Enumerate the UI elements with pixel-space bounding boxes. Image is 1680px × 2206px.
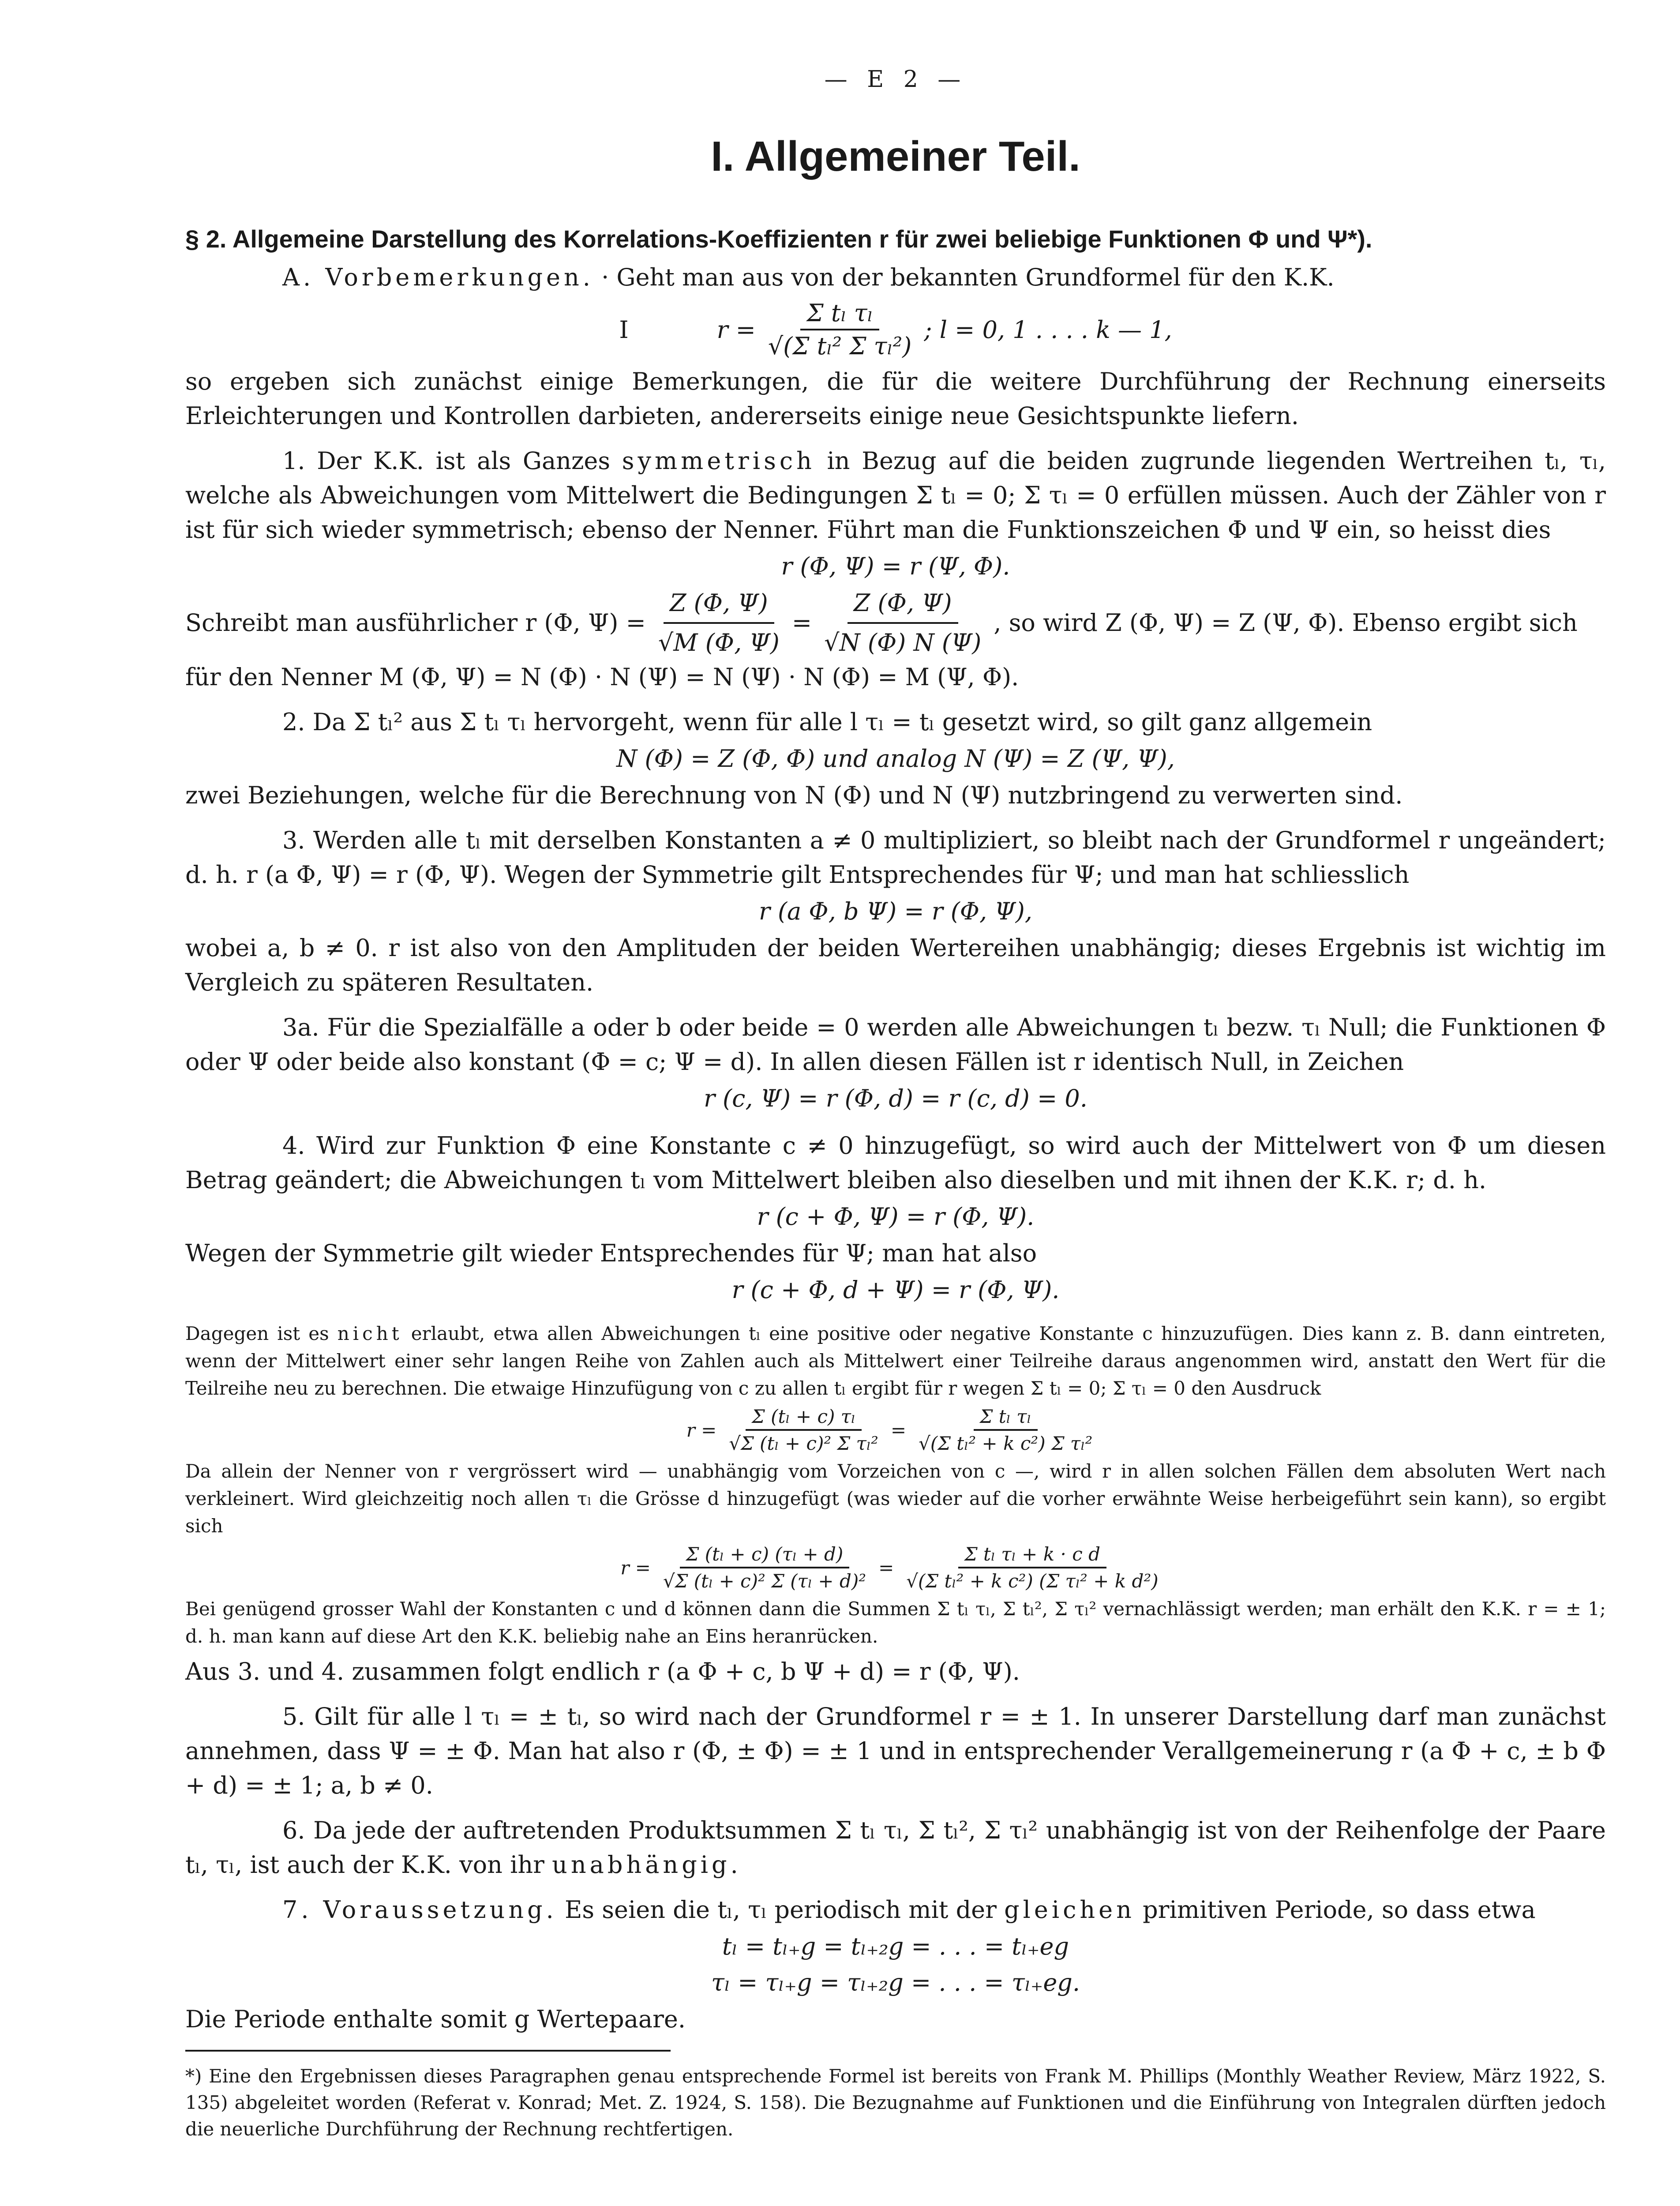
small-equation-1: r = $\frac{\text{Σ (tₗ + c) τₗ}}{\text{√Σ (tₗ + c)² Σ τₗ²}}$ = $\frac{\text{Σ tₗ τₗ}}{\text{√(Σ tₗ² + k c²) Σ τₗ²}}$ xyxy=(185,1406,1606,1454)
small-a2: erlaubt, etwa allen Abweichungen tₗ eine positive oder negative Konstante c hinzuzufügen. Dies kann z. B. dann eintreten, wenn der Mittelwert einer sehr langen Reihe von Zahlen auch als Mittelwert einer Teilreihe daraus angenommen wird, anstatt den Wert für die Teilreihe neu zu berechnen. Die etwaige Hinzufügung von c zu allen tₗ ergibt für r wegen Σ tₗ = 0; Σ τₗ = 0 den Ausdruck xyxy=(185,1323,1606,1399)
small-e1-frac-1 xyxy=(723,1406,885,1454)
p1-frac-2-num: Z (Φ, Ψ) xyxy=(848,586,958,624)
p1-c-pre: Schreibt man ausführlicher r (Φ, Ψ) = xyxy=(185,609,646,637)
small-e2-lhs: r = xyxy=(620,1557,651,1579)
p1-fraction-line: Schreibt man ausführlicher r (Φ, Ψ) = $\frac{Z (\Phi, \Psi)}{√M (\Phi, \Psi)}$ = $\frac{Z (\Phi, \Psi)}{√N (\Phi) N (\Psi)}$ , so wird Z (Φ, Ψ) = Z (Ψ, Φ). Ebenso ergibt sich xyxy=(185,586,1606,660)
formula-I-denominator: √(Σ tₗ² Σ τₗ²) xyxy=(768,332,912,360)
p4-equation-2: r (c + Φ, d + Ψ) = r (Φ, Ψ). xyxy=(731,1276,1060,1304)
p6-unabhaengig: unabhängig xyxy=(552,1851,731,1879)
p1-equation: r (Φ, Ψ) = r (Ψ, Φ). xyxy=(781,552,1010,580)
small-equation-2: r = $\frac{\text{Σ (tₗ + c) (τₗ + d)}}{\text{√Σ (tₗ + c)² Σ (τₗ + d)²}}$ = $\frac{\text{Σ tₗ τₗ + k · c d}}{\text{√(Σ tₗ² + k c²) (Σ τₗ² + k d²)}}$ xyxy=(185,1543,1606,1592)
small-e1-frac-2 xyxy=(912,1406,1099,1454)
p4-b: Wegen der Symmetrie gilt wieder Entsprechendes für Ψ; man hat also xyxy=(185,1239,1037,1267)
small-e2-frac-1 xyxy=(657,1543,872,1592)
p1-frac-2 xyxy=(818,586,987,660)
formula-I xyxy=(185,299,1606,360)
section-title: I. Allgemeiner Teil. xyxy=(711,133,1080,180)
paragraph-7 xyxy=(185,1893,1606,1927)
p2-equation: N (Φ) = Z (Φ, Φ) und analog N (Ψ) = Z (Ψ, Ψ), xyxy=(616,745,1175,773)
small-e2-f1-den: √Σ (tₗ + c)² Σ (τₗ + d)² xyxy=(663,1570,866,1592)
small-e2-frac-2 xyxy=(900,1543,1164,1592)
p1-frac-1-num: Z (Φ, Ψ) xyxy=(664,586,774,624)
paragraph-3a: 3a. Für die Spezialfälle a oder b oder beide = 0 werden alle Abweichungen tₗ bezw. τₗ Null; die Funktionen Φ oder Ψ oder beide also konstant (Φ = c; Ψ = d). In allen diesen Fällen ist r identisch Null, in Zeichen xyxy=(185,1013,1606,1076)
small-e2-f2-num: Σ tₗ τₗ + k · c d xyxy=(958,1543,1106,1568)
intro-paragraph xyxy=(185,260,1606,295)
small-paragraph-2: Da allein der Nenner von r vergrössert wird — unabhängig vom Vorzeichen von c —, wird r in allen solchen Fällen dem absoluten Wert nach verkleinert. Wird gleichzeitig noch allen τₗ die Grösse d hinzugefügt (was wieder auf die vorher erwähnte Weise herbeigeführt sein kann), so ergibt sich xyxy=(185,1460,1606,1537)
p7-a: Es seien die tₗ, τₗ periodisch mit der xyxy=(557,1896,1005,1924)
paragraph-3-4: Aus 3. und 4. zusammen folgt endlich r (a Φ + c, b Ψ + d) = r (Φ, Ψ). xyxy=(185,1658,1020,1685)
small-paragraph-1 xyxy=(185,1320,1606,1402)
p6-b: . xyxy=(730,1851,738,1879)
small-paragraph-3: Bei genügend grosser Wahl der Konstanten c und d können dann die Summen Σ tₗ τₗ, Σ tₗ², Σ τₗ² vernachlässigt werden; man erhält den K.K. r = ± 1; d. h. man kann auf diese Art den K.K. beliebig nahe an Eins heranrücken. xyxy=(185,1598,1606,1647)
small-a1: Dagegen ist es xyxy=(185,1323,338,1344)
small-e2-f2-den: √(Σ tₗ² + k c²) (Σ τₗ² + k d²) xyxy=(906,1570,1159,1592)
p7-b: primitiven Periode, so dass etwa xyxy=(1135,1896,1536,1924)
p7-c: Die Periode enthalte somit g Wertepaare. xyxy=(185,2005,686,2033)
small-e1-f2-den: √(Σ tₗ² + k c²) Σ τₗ² xyxy=(919,1433,1093,1454)
p7-label: 7. Voraussetzung. xyxy=(282,1896,557,1924)
p1-symmetrisch: symmetrisch xyxy=(622,447,815,475)
intro-label: A. Vorbemerkungen. xyxy=(282,263,594,291)
small-e1-f1-den: √Σ (tₗ + c)² Σ τₗ² xyxy=(729,1433,878,1454)
p3-b: wobei a, b ≠ 0. r ist also von den Amplituden der beiden Wertereihen unabhängig; dieses Ergebnis ist wichtig im Vergleich zu späteren Resultaten. xyxy=(185,934,1606,996)
p4-equation-1: r (c + Φ, Ψ) = r (Φ, Ψ). xyxy=(757,1203,1035,1231)
small-e1-f1-num: Σ (tₗ + c) τₗ xyxy=(746,1406,862,1431)
formula-I-numerator: Σ tₗ τₗ xyxy=(800,299,879,330)
p1-frac-1-den: √M (Φ, Ψ) xyxy=(658,629,780,657)
p3a-equation: r (c, Ψ) = r (Φ, d) = r (c, d) = 0. xyxy=(704,1084,1088,1112)
p1-b: in Bezug auf die beiden zugrunde liegenden Wertreihen tₗ, τₗ, welche als Abweichungen vom Mittelwert die Bedingungen Σ tₗ = 0; Σ τₗ = 0 erfüllen müssen. Auch der Zähler von r ist für sich wieder symmetrisch; ebenso der Nenner. Führt man die Funktionszeichen Φ und Ψ ein, so heisst dies xyxy=(185,447,1606,544)
p7-gleichen: gleichen xyxy=(1004,1896,1135,1924)
p1-c-post: , so wird Z (Φ, Ψ) = Z (Ψ, Φ). Ebenso ergibt sich xyxy=(994,609,1578,637)
footnote: *) Eine den Ergebnissen dieses Paragraphen genau entsprechende Formel ist bereits von Frank M. Phillips (Monthly Weather Review, März 1922, S. 135) abgeleitet worden (Referat v. Konrad; Met. Z. 1924, S. 158). Die Bezugnahme auf Funktionen und die Einführung von Integralen dürften jedoch die neuerliche Durchführung der Rechnung rechtfertigen. xyxy=(185,2065,1606,2140)
p1-frac-2-den: √N (Φ) N (Ψ) xyxy=(824,629,982,657)
p2-b: zwei Beziehungen, welche für die Berechnung von N (Φ) und N (Ψ) nutzbringend zu verwerten sind. xyxy=(185,781,1403,809)
p1-d: für den Nenner M (Φ, Ψ) = N (Φ) · N (Ψ) = N (Ψ) · N (Φ) = M (Ψ, Φ). xyxy=(185,663,1019,691)
page-number: — E 2 — xyxy=(824,66,967,93)
paragraph-3: 3. Werden alle tₗ mit derselben Konstanten a ≠ 0 multipliziert, so bleibt nach der Grundformel r ungeändert; d. h. r (a Φ, Ψ) = r (Φ, Ψ). Wegen der Symmetrie gilt Entsprechendes für Ψ; und man hat schliesslich xyxy=(185,826,1606,889)
formula-I-rest: ; l = 0, 1 . . . . k — 1, xyxy=(924,315,1172,344)
intro-text: · Geht man aus von der bekannten Grundformel für den K.K. xyxy=(593,263,1335,291)
p7-equation-2: τₗ = τₗ₊g = τₗ₊₂g = . . . = τₗ₊eg. xyxy=(711,1969,1080,1996)
paragraph-2: 2. Da Σ tₗ² aus Σ tₗ τₗ hervorgeht, wenn für alle l τₗ = tₗ gesetzt wird, so gilt ganz allgemein xyxy=(282,708,1372,736)
formula-I-fraction xyxy=(762,299,918,360)
paragraph-6 xyxy=(185,1813,1606,1882)
p1-a: 1. Der K.K. ist als Ganzes xyxy=(282,447,622,475)
page xyxy=(185,66,1606,2142)
small-e1-lhs: r = xyxy=(686,1419,717,1441)
p1-frac-1 xyxy=(652,586,786,660)
p6-a: 6. Da jede der auftretenden Produktsummen Σ tₗ τₗ, Σ tₗ², Σ τₗ² unabhängig ist von der Reihenfolge der Paare tₗ, τₗ, ist auch der K.K. von ihr xyxy=(185,1816,1606,1879)
small-e2-f1-num: Σ (tₗ + c) (τₗ + d) xyxy=(680,1543,850,1568)
formula-I-lhs: r = xyxy=(716,315,756,344)
section-subtitle: § 2. Allgemeine Darstellung des Korrelations-Koeffizienten r für zwei beliebige Funktionen Φ und Ψ*). xyxy=(185,225,1372,253)
p3-equation: r (a Φ, b Ψ) = r (Φ, Ψ), xyxy=(759,897,1032,925)
p7-equation-1: tₗ = tₗ₊g = tₗ₊₂g = . . . = tₗ₊eg xyxy=(722,1932,1069,1960)
paragraph-4: 4. Wird zur Funktion Φ eine Konstante c ≠ 0 hinzugefügt, so wird auch der Mittelwert von Φ um diesen Betrag geändert; die Abweichungen tₗ vom Mittelwert bleiben also dieselben und mit ihnen der K.K. r; d. h. xyxy=(185,1132,1606,1194)
footnote-divider xyxy=(185,2050,671,2052)
formula-I-roman: I xyxy=(619,315,629,344)
small-nicht: nicht xyxy=(337,1323,403,1344)
paragraph-1 xyxy=(185,444,1606,547)
small-e1-f2-num: Σ tₗ τₗ xyxy=(974,1406,1038,1431)
paragraph-intro-cont: so ergeben sich zunächst einige Bemerkungen, die für die weitere Durchführung der Rechnung einerseits Erleichterungen und Kontrollen darbieten, andererseits einige neue Gesichtspunkte liefern. xyxy=(185,368,1606,430)
paragraph-5: 5. Gilt für alle l τₗ = ± tₗ, so wird nach der Grundformel r = ± 1. In unserer Darstellung darf man zunächst annehmen, dass Ψ = ± Φ. Man hat also r (Φ, ± Φ) = ± 1 und in entsprechender Verallgemeinerung r (a Φ + c, ± b Φ + d) = ± 1; a, b ≠ 0. xyxy=(185,1703,1606,1799)
